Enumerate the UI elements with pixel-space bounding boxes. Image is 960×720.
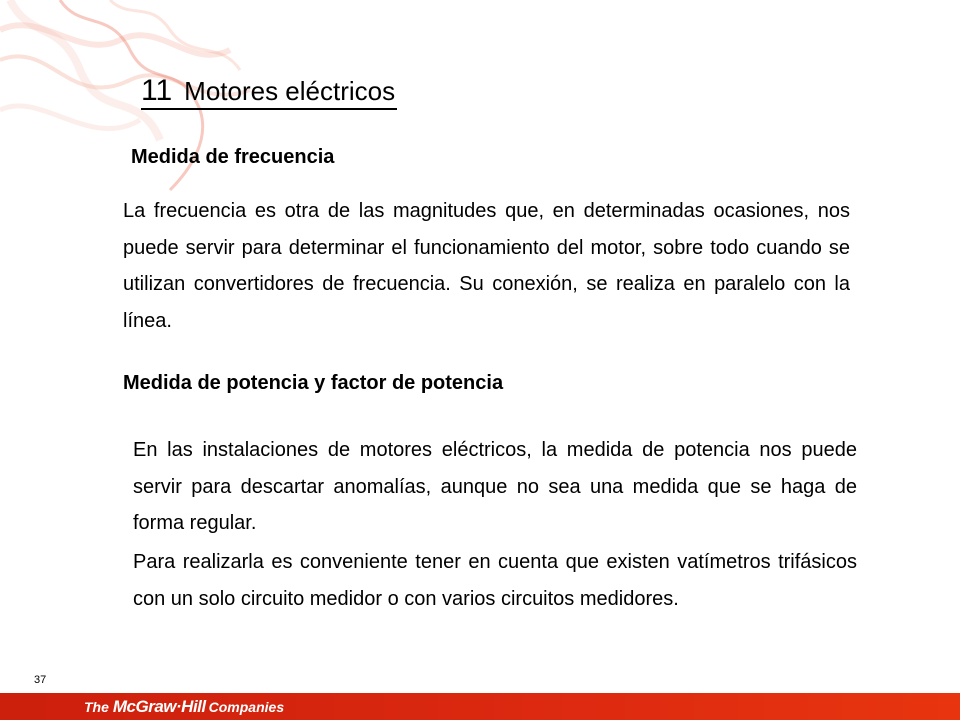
paragraph-power-1: En las instalaciones de motores eléctricos, la medida de potencia nos puede servir para descartar anomalías, aunque no sea una medida que se haga de forma regular. — [133, 439, 857, 534]
chapter-title: Motores eléctricos — [184, 76, 396, 106]
logo-prefix: The — [84, 699, 109, 715]
slide-number: 37 — [34, 674, 47, 686]
footer-bar — [0, 693, 960, 720]
chapter-number: 11 — [141, 74, 173, 107]
mcgraw-hill-logo — [84, 697, 284, 717]
page-title — [141, 74, 397, 110]
paragraph-power-2: Para realizarla es conveniente tener en cuenta que existen vatímetros trifásicos con un solo circuito medidor o con varios circuitos medidores. — [133, 551, 857, 610]
paragraph-frequency: La frecuencia es otra de las magnitudes que, en determinadas ocasiones, nos puede servir para determinar el funcionamiento del motor, sobre todo cuando se utilizan convertidores de frecuencia. Su conexión, se realiza en paralelo con la línea. — [123, 200, 850, 332]
logo-brand: McGraw·Hill — [112, 697, 206, 716]
section-heading-power: Medida de potencia y factor de potencia — [123, 372, 504, 394]
logo-suffix: Companies — [208, 699, 285, 715]
section-heading-frequency: Medida de frecuencia — [131, 146, 335, 168]
